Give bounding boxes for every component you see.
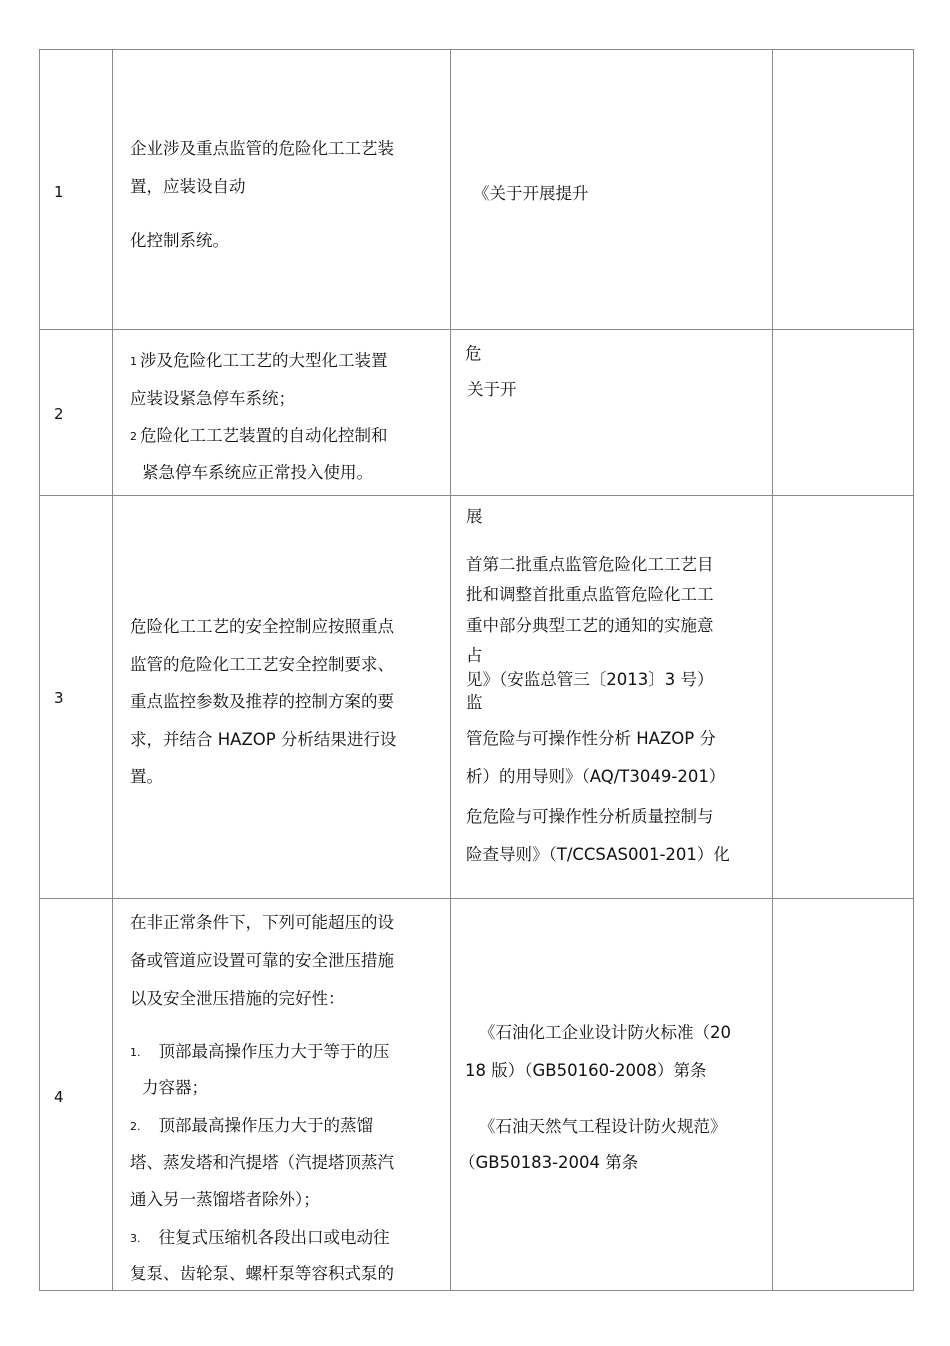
requirement-line: 企业涉及重点监管的危险化工工艺装 [130,139,394,158]
basis-line: 险查导则》（T/CCSAS001-201）化 [466,845,730,864]
requirement-line: 力容器； [142,1078,208,1097]
basis-line: 见》（安监总管三〔2013〕3 号） [466,670,714,689]
requirement-cell [113,50,451,330]
basis-line: 首第二批重点监管危险化工工艺目 [466,555,714,574]
basis-line: 危危险与可操作性分析质量控制与 [466,807,714,826]
row-number-cell [40,330,113,496]
requirement-line: 复泵、齿轮泵、螺杆泵等容积式泵的 [130,1264,394,1283]
basis-line: 关于开 [467,380,517,399]
row-number: 4 [54,1088,64,1106]
requirement-line [130,1228,390,1249]
requirement-line: 危险化工工艺的安全控制应按照重点 [130,617,394,636]
requirement-cell [113,899,451,1291]
basis-line: 重中部分典型工艺的通知的实施意 [466,616,714,635]
basis-line: 《关于开展提升 [473,184,589,203]
basis-line: 18 版）（GB50160-2008）第条 [465,1061,707,1080]
list-marker: 2 [130,430,137,443]
requirement-line: 塔、蒸发塔和汽提塔（汽提塔顶蒸汽 [130,1153,394,1172]
basis-line: 析）的用导则》（AQ/T3049-201） [466,767,726,786]
basis-line: 占 [466,646,483,665]
requirement-cell [113,496,451,899]
row-number: 2 [54,405,64,423]
requirement-line: 以及安全泄压措施的完好性： [130,989,345,1008]
remarks-cell [773,496,914,899]
table-row [40,330,914,496]
row-number-cell [40,50,113,330]
basis-line: 管危险与可操作性分析 HAZOP 分 [466,729,716,748]
basis-line: 展 [466,507,483,526]
requirements-table [39,49,914,1291]
basis-line: 《石油化工企业设计防火标准（20 [479,1023,731,1042]
list-marker: 1. [130,1046,141,1059]
basis-line: 批和调整首批重点监管危险化工工 [466,585,714,604]
row-number-cell [40,496,113,899]
requirement-cell [113,330,451,496]
requirement-line: 通入另一蒸馏塔者除外）； [130,1190,320,1209]
requirement-line: 置。 [130,767,163,786]
requirement-line: 紧急停车系统应正常投入使用。 [142,463,373,482]
requirement-line: 重点监控参数及推荐的控制方案的要 [130,692,394,711]
requirement-line: 求，并结合 HAZOP 分析结果进行设 [130,730,397,749]
requirement-text: 涉及危险化工工艺的大型化工装置 [140,351,388,370]
requirement-line: 应装设紧急停车系统； [130,389,295,408]
basis-cell [451,50,773,330]
requirement-line: 在非正常条件下，下列可能超压的设 [130,913,394,932]
basis-cell [451,899,773,1291]
requirement-text: 顶部最高操作压力大于等于的压 [158,1042,390,1061]
requirement-line [130,1116,373,1137]
basis-cell [451,330,773,496]
row-number: 3 [54,689,64,707]
row-number: 1 [54,183,64,201]
basis-line: 《石油天然气工程设计防火规范》 [479,1117,727,1136]
requirement-line [130,1042,390,1063]
basis-cell [451,496,773,899]
requirement-line [130,351,388,372]
table-row [40,50,914,330]
requirement-line: 置，应装设自动 [130,177,246,196]
table-row [40,496,914,899]
basis-line: （GB50183-2004 第条 [459,1153,639,1172]
basis-line: 监 [466,693,483,712]
table-row [40,899,914,1291]
list-marker: 2. [130,1120,141,1133]
remarks-cell [773,330,914,496]
requirement-text: 顶部最高操作压力大于的蒸馏 [158,1116,373,1135]
list-marker: 1 [130,355,137,368]
remarks-cell [773,50,914,330]
remarks-cell [773,899,914,1291]
requirement-line: 化控制系统。 [130,231,229,250]
requirement-text: 往复式压缩机各段出口或电动往 [158,1228,390,1247]
requirement-text: 危险化工工艺装置的自动化控制和 [140,426,388,445]
requirement-line [130,426,388,447]
list-marker: 3. [130,1232,141,1245]
requirement-line: 备或管道应设置可靠的安全泄压措施 [130,951,394,970]
requirement-line: 监管的危险化工工艺安全控制要求、 [130,655,394,674]
row-number-cell [40,899,113,1291]
basis-line: 危 [465,344,482,363]
